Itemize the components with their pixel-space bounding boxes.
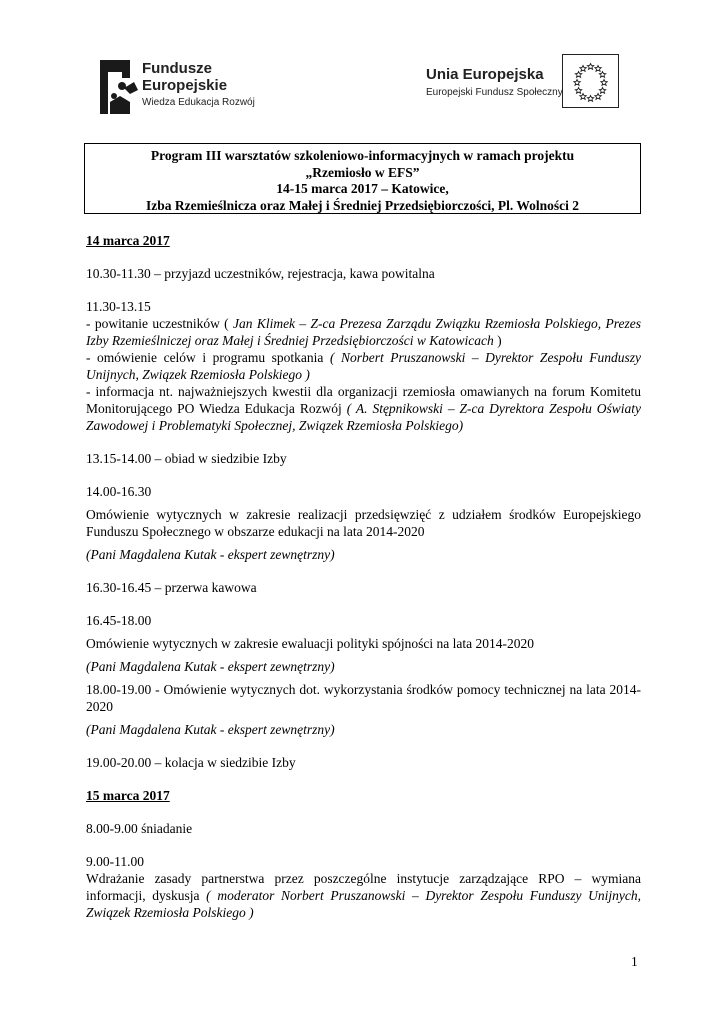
- eu-title: Unia Europejska: [426, 66, 544, 83]
- day2-partnership: [86, 870, 641, 921]
- fundusze-europejskie-logo: [100, 58, 270, 116]
- day1-item-time: 11.30-13.15: [86, 299, 151, 314]
- program-content: [86, 232, 641, 921]
- day1-item-coffee: 16.30-16.45 – przerwa kawowa: [86, 580, 257, 595]
- day1-info: [86, 383, 641, 434]
- partnership-text: Wdrażanie zasady partnerstwa przez poszczególne instytucje zarządzające RPO – wymiana informacji, dyskusja: [86, 871, 641, 903]
- welcome-end: ): [493, 333, 502, 348]
- title-line-1: Program III warsztatów szkoleniowo-informacyjnych w ramach projektu: [150, 148, 575, 163]
- eu-fund-name: Europejski Fundusz Społeczny: [426, 87, 563, 98]
- day1-item-dinner: 19.00-20.00 – kolacja w siedzibie Izby: [86, 755, 296, 770]
- day2-item-time: 9.00-11.00: [86, 854, 144, 869]
- fundusze-europejskie-logo-icon: [100, 58, 140, 116]
- day1-guidelines-edu-speaker: (Pani Magdalena Kutak - ekspert zewnętrzny): [86, 547, 335, 562]
- day2-item-breakfast: 8.00-9.00 śniadanie: [86, 821, 193, 836]
- program-title-box: [84, 143, 641, 214]
- day1-guidelines-edu: Omówienie wytycznych w zakresie realizacji przedsięwzięć z udziałem środków Europejskiego Funduszu Społecznego w obszarze edukacji na lata 2014-2020: [86, 507, 641, 539]
- info-speaker: ( A. Stępnikowski – Z-ca Dyrektora Zespołu Oświaty Zawodowej i Problematyki Społecznej, Związek Rzemiosła Polskiego): [86, 401, 642, 433]
- page-number: 1: [631, 954, 638, 969]
- info-text: - informacja nt. najważniejszych kwestii dla organizacji rzemiosła omawianych na forum Komitetu Monitorującego PO Wiedza Edukacja Rozwój: [86, 384, 641, 416]
- day1-date: 14 marca 2017: [86, 233, 170, 248]
- goals-speaker: ( Norbert Pruszanowski – Dyrektor Zespołu Funduszy Unijnych, Związek Rzemiosła Polskiego ): [86, 350, 641, 382]
- title-line-3: 14-15 marca 2017 – Katowice,: [276, 181, 449, 196]
- day1-guidelines-tech-speaker: (Pani Magdalena Kutak - ekspert zewnętrzny): [86, 722, 335, 737]
- day2-date: 15 marca 2017: [86, 788, 170, 803]
- day1-item-lunch: 13.15-14.00 – obiad w siedzibie Izby: [86, 451, 287, 466]
- day1-welcome: [86, 315, 641, 349]
- funds-name-line1: Fundusze: [142, 60, 212, 77]
- day1-guidelines-tech: 18.00-19.00 - Omówienie wytycznych dot. wykorzystania środków pomocy technicznej na lata 2014-2020: [86, 682, 641, 714]
- welcome-speaker: Jan Klimek – Z-ca Prezesa Zarządu Związku Rzemiosła Polskiego, Prezes Izby Rzemieślniczej oraz Małej i Średniej Przedsiębiorczości w Katowicach: [86, 316, 641, 348]
- title-line-4: Izba Rzemieślnicza oraz Małej i Średniej Przedsiębiorczości, Pl. Wolności 2: [145, 197, 580, 213]
- day1-item-time: 16.45-18.00: [86, 613, 152, 628]
- day1-item-time: 14.00-16.30: [86, 484, 152, 499]
- eu-logo: [390, 54, 619, 110]
- eu-flag-icon: [562, 54, 619, 108]
- funds-program-name: Wiedza Edukacja Rozwój: [142, 97, 255, 108]
- title-line-2: „Rzemiosło w EFS”: [305, 164, 420, 180]
- day1-item-arrival: 10.30-11.30 – przyjazd uczestników, rejestracja, kawa powitalna: [86, 266, 435, 281]
- goals-text: - omówienie celów i programu spotkania: [86, 350, 330, 365]
- partnership-moderator: ( moderator Norbert Pruszanowski – Dyrektor Zespołu Funduszy Unijnych, Związek Rzemiosła Polskiego ): [86, 888, 641, 920]
- funds-name-line2: Europejskie: [142, 77, 228, 94]
- welcome-text: - powitanie uczestników (: [86, 316, 233, 331]
- day1-guidelines-eval: Omówienie wytycznych w zakresie ewaluacji polityki spójności na lata 2014-2020: [86, 636, 534, 651]
- day1-goals: [86, 349, 641, 383]
- day1-guidelines-eval-speaker: (Pani Magdalena Kutak - ekspert zewnętrzny): [86, 659, 335, 674]
